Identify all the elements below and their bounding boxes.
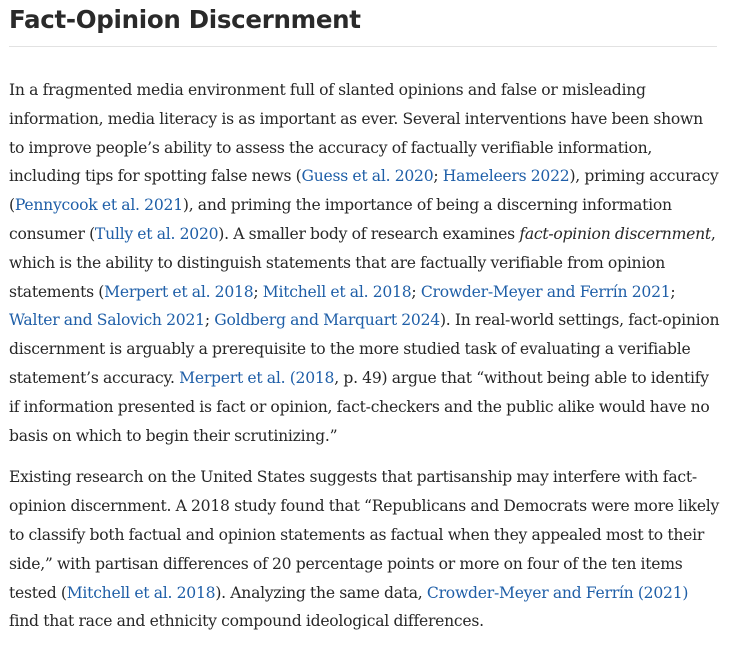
separator: ; [253, 282, 263, 301]
separator: ; [204, 311, 215, 330]
text-run: find that race and ethnicity compound ideological differences. [9, 612, 484, 631]
citation-crowder-meyer-2021[interactable]: Crowder-Meyer and Ferrín 2021 [420, 282, 671, 301]
paragraph-1 [9, 76, 721, 450]
citation-mitchell-2018-b[interactable]: Mitchell et al. 2018 [66, 583, 216, 602]
section-heading: Fact-Opinion Discernment [9, 0, 717, 47]
separator: ; [433, 167, 443, 186]
text-run: In a fragmented media environment full of slanted opinions and false or misleading information, media literacy is as important as ever. Several interventions have been shown to improve people’s ability to assess the accuracy of factually verifiable information, including tips for spotting false news ( [9, 81, 703, 186]
citation-tully-2020[interactable]: Tully et al. 2020 [94, 224, 219, 243]
separator: ; [670, 282, 676, 301]
text-run: , p. 49) argue that “without being able to identify if information presented is fact or opinion, fact-checkers and the public alike would have no basis on which to begin their scrutinizing.” [9, 368, 710, 445]
citation-crowder-meyer-2021-b[interactable]: Crowder-Meyer and Ferrín (2021) [426, 583, 689, 602]
citation-pennycook-2021[interactable]: Pennycook et al. 2021 [14, 196, 183, 215]
paragraph-2 [9, 463, 721, 636]
text-run: ). In real-world settings, fact-opinion discernment is arguably a prerequisite to the more studied task of evaluating a verifiable statement’s accuracy. [9, 311, 720, 387]
text-run: , which is the ability to distinguish statements that are factually verifiable from opinion statements ( [9, 224, 716, 301]
text-run: ), priming accuracy ( [9, 167, 719, 215]
article [9, 0, 721, 636]
citation-goldberg-2024[interactable]: Goldberg and Marquart 2024 [214, 311, 440, 330]
citation-merpert-2018[interactable]: Merpert et al. 2018 [104, 282, 254, 301]
text-run: ). Analyzing the same data, [215, 583, 427, 602]
text-run: Existing research on the United States suggests that partisanship may interfere with fact-opinion discernment. A 2018 study found that “Republicans and Democrats were more likely to classify both factual and opinion statements as factual when they appealed most to their side,” with partisan differences of 20 percentage points or more on four of the ten items tested ( [9, 468, 720, 602]
text-run: ). A smaller body of research examines [218, 224, 520, 243]
citation-merpert-2018-page[interactable]: Merpert et al. (2018 [179, 368, 335, 387]
emphasis-term: fact-opinion discernment [519, 224, 711, 243]
citation-guess-2020[interactable]: Guess et al. 2020 [301, 167, 434, 186]
text-run: ), and priming the importance of being a discerning information consumer ( [9, 196, 672, 243]
separator: ; [411, 282, 421, 301]
citation-hameleers-2022[interactable]: Hameleers 2022 [442, 167, 570, 186]
citation-mitchell-2018[interactable]: Mitchell et al. 2018 [262, 282, 412, 301]
citation-walter-2021[interactable]: Walter and Salovich 2021 [9, 311, 205, 330]
